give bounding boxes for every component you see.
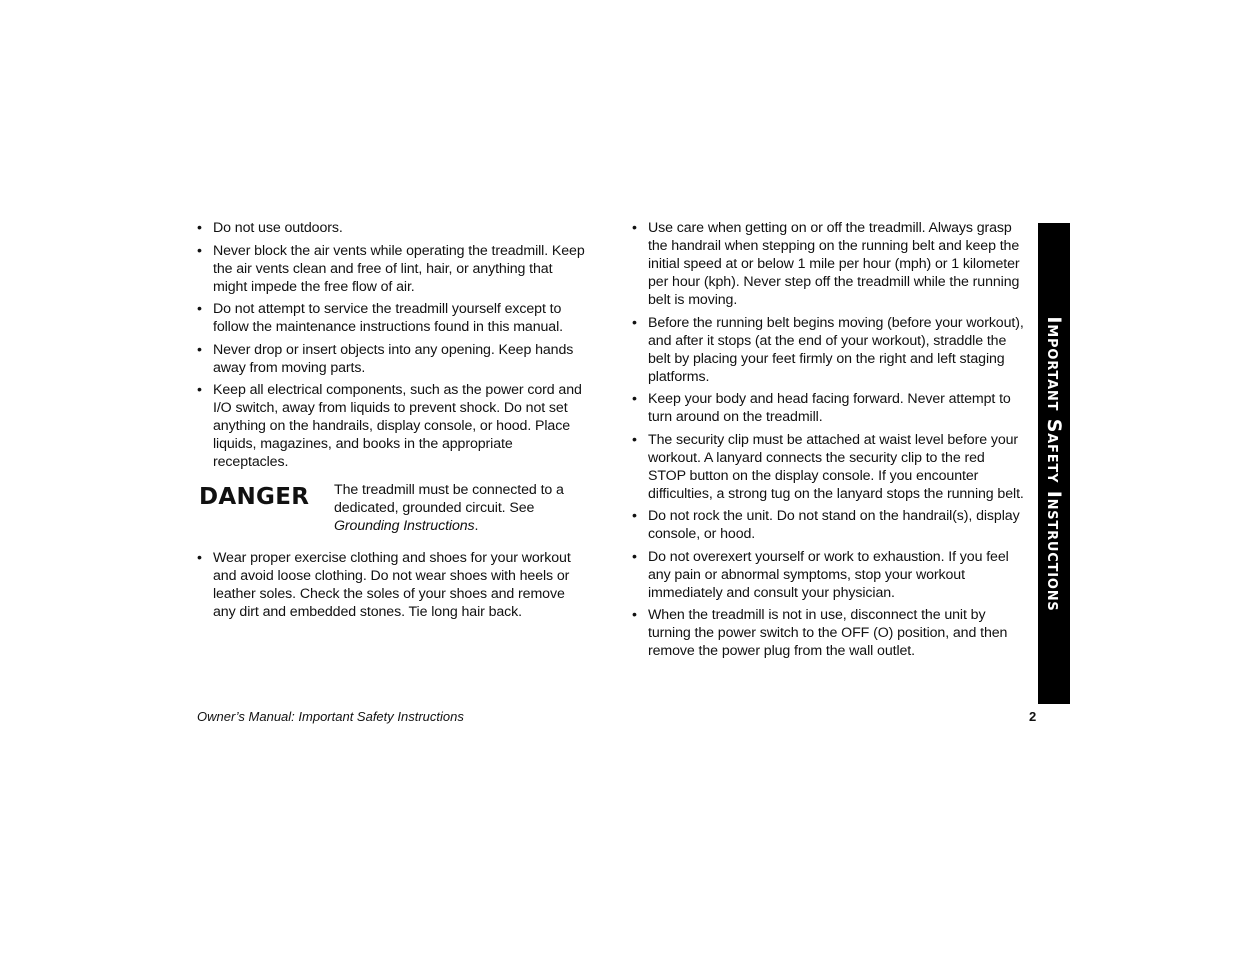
list-item: • Do not attempt to service the treadmill yourself except to follow the maintenance instructions found in this manual. bbox=[197, 301, 563, 335]
bullet-icon: • bbox=[632, 607, 637, 623]
footer-title: Owner’s Manual: Important Safety Instructions bbox=[197, 709, 464, 724]
danger-message: The treadmill must be connected to a dedicated, grounded circuit. See Grounding Instructions. bbox=[334, 482, 564, 534]
left-bullet-list-top bbox=[197, 219, 589, 471]
bullet-icon: • bbox=[197, 341, 202, 358]
list-item: • Never block the air vents while operating the treadmill. Keep the air vents clean and free of lint, hair, or anything that might impede the free flow of air. bbox=[197, 242, 585, 295]
danger-notice bbox=[197, 481, 589, 535]
danger-label: DANGER bbox=[199, 484, 310, 510]
section-side-tab bbox=[1038, 223, 1070, 704]
bullet-icon: • bbox=[632, 220, 637, 236]
bullet-icon: • bbox=[632, 508, 637, 524]
list-item: • Do not overexert yourself or work to exhaustion. If you feel any pain or abnormal symptoms, stop your workout immediately and consult your physician. bbox=[632, 548, 1009, 601]
bullet-icon: • bbox=[632, 391, 637, 407]
list-item: • Keep all electrical components, such as the power cord and I/O switch, away from liquids to prevent shock. Do not set anything on the handrails, display console, or hood. Place liquids, magazines, and books in the appropriate receptacles. bbox=[197, 382, 582, 470]
bullet-icon: • bbox=[632, 548, 637, 565]
list-item: • When the treadmill is not in use, disconnect the unit by turning the power switch to the OFF (O) position, and then remove the power plug from the wall outlet. bbox=[632, 607, 1008, 659]
bullet-icon: • bbox=[197, 550, 202, 566]
list-item: • Wear proper exercise clothing and shoes for your workout and avoid loose clothing. Do not wear shoes with heels or leather soles. Check the soles of your shoes and remove any dirt and embedded stones. Tie long hair back. bbox=[197, 550, 571, 620]
right-bullet-list bbox=[632, 219, 1024, 660]
bullet-icon: • bbox=[197, 220, 202, 236]
list-item: • Do not rock the unit. Do not stand on the handrail(s), display console, or hood. bbox=[632, 508, 1020, 542]
bullet-icon: • bbox=[197, 382, 202, 398]
right-column bbox=[632, 219, 1024, 665]
bullet-icon: • bbox=[197, 301, 202, 317]
list-item: • The security clip must be attached at waist level before your workout. A lanyard connects the security clip to the red STOP button on the display console. If you encounter difficulties, a strong tug on the lanyard stops the running belt. bbox=[632, 431, 1024, 502]
bullet-icon: • bbox=[197, 242, 202, 259]
left-column bbox=[197, 219, 589, 626]
bullet-icon: • bbox=[632, 314, 637, 331]
page-number: 2 bbox=[1029, 709, 1037, 724]
left-bullet-list-bottom bbox=[197, 549, 589, 621]
section-side-tab-label: Important Safety Instructions bbox=[1043, 315, 1065, 612]
list-item: • Do not use outdoors. bbox=[197, 220, 343, 236]
list-item: • Keep your body and head facing forward. Never attempt to turn around on the treadmill. bbox=[632, 391, 1011, 425]
grounding-instructions-reference: Grounding Instructions bbox=[334, 518, 475, 534]
list-item: • Never drop or insert objects into any opening. Keep hands away from moving parts. bbox=[197, 341, 574, 376]
list-item: • Before the running belt begins moving (before your workout), and after it stops (at the end of your workout), straddle the belt by placing your feet firmly on the right and left staging platforms. bbox=[632, 314, 1024, 385]
bullet-icon: • bbox=[632, 431, 637, 448]
list-item: • Use care when getting on or off the treadmill. Always grasp the handrail when stepping on the running belt and keep the initial speed at or below 1 mile per hour (mph) or 1 kilometer per hour (kph). Never step off the treadmill while the running belt is moving. bbox=[632, 220, 1020, 308]
